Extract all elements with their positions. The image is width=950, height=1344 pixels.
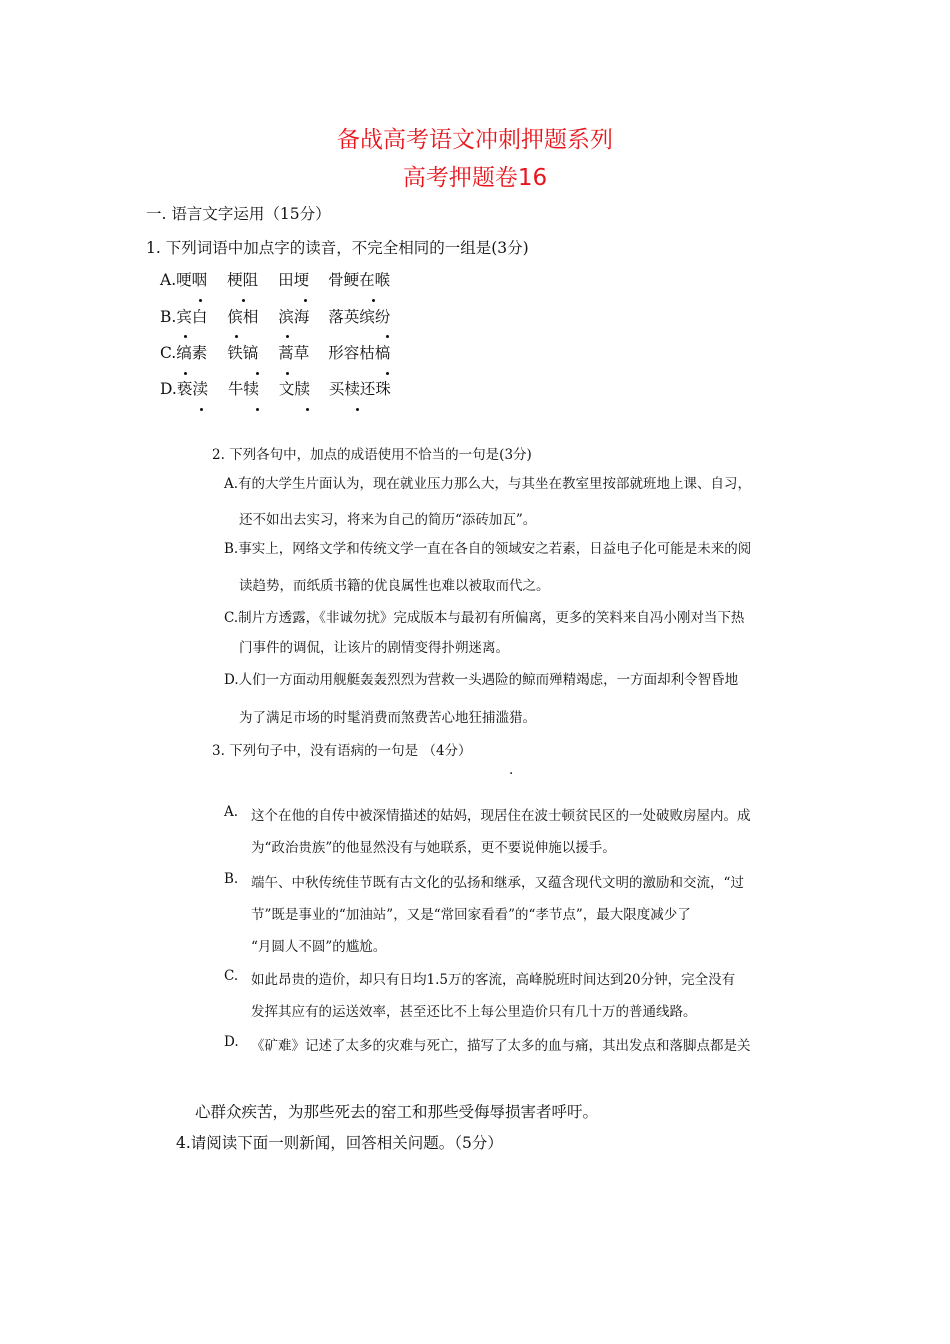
emphasis-dot	[372, 299, 375, 302]
option-word: 落英缤纷	[328, 308, 391, 326]
option-word: 蒿草	[278, 344, 310, 362]
question-2-option-b: B.事实上，网络文学和传统文学一直在各自的领域安之若素，日益电子化可能是未来的阅	[224, 541, 752, 557]
emphasis-dot	[235, 335, 238, 338]
question-1-option-c	[160, 341, 390, 363]
option-word: 滨海	[278, 308, 310, 326]
question-2-stem: 2. 下列各句中，加点的成语使用不恰当的一句是(3分)	[212, 447, 532, 463]
question-3-option-b: 端午、中秋传统佳节既有古文化的弘扬和继承，又蕴含现代文明的激励和交流，“过	[251, 875, 744, 891]
option-letter: C.	[160, 344, 177, 362]
emphasis-dot	[184, 335, 187, 338]
document-title: 备战高考语文冲刺押题系列	[337, 127, 613, 153]
option-word: 骨鲠在喉	[328, 271, 391, 289]
option-word: 梗阻	[227, 271, 259, 289]
option-word: 买椟还珠	[328, 380, 391, 398]
question-2-option-a: A.有的大学生片面认为，现在就业压力那么大，与其坐在教室里按部就班地上课、自习，	[224, 476, 752, 492]
question-1-option-b	[160, 305, 390, 327]
question-2-option-c: C.制片方透露，《非诚勿扰》完成版本与最初有所偏离，更多的笑料来自冯小刚对当下热	[224, 610, 745, 626]
emphasis-dot	[386, 372, 389, 375]
question-3-option-a-letter: A.	[224, 804, 239, 820]
option-word: 牛犊	[227, 380, 259, 398]
question-2-option-d-cont: 为了满足市场的时髦消费而煞费苦心地狂捕滥猎。	[239, 710, 536, 726]
question-3-stem: 3. 下列句子中，没有语病的一句是 （4分）	[212, 743, 472, 759]
question-4-stem: 4.请阅读下面一则新闻，回答相关问题。（5分）	[176, 1134, 503, 1152]
question-3-option-d: 《矿难》记述了太多的灾难与死亡，描写了太多的血与痛，其出发点和落脚点都是关	[251, 1038, 751, 1054]
emphasis-dot	[242, 299, 245, 302]
question-1-option-d	[160, 377, 391, 399]
option-letter: A.	[160, 271, 177, 289]
question-1-option-a	[160, 268, 390, 290]
question-3-option-a: 这个在他的自传中被深情描述的姑妈，现居住在波士顿贫民区的一处破败房屋内。成	[251, 808, 751, 824]
question-3-option-d-letter: D.	[224, 1034, 239, 1050]
question-3-option-a-cont: 为“政治贵族”的他显然没有与她联系，更不要说伸施以援手。	[251, 840, 616, 856]
option-word: 铁镐	[227, 344, 259, 362]
option-word: 宾白	[176, 308, 208, 326]
emphasis-dot	[356, 408, 359, 411]
question-2-option-b-cont: 读趋势，而纸质书籍的优良属性也难以被取而代之。	[239, 578, 550, 594]
question-3-option-c: 如此昂贵的造价，却只有日均1.5万的客流，高峰脱班时间达到20分钟，完全没有	[251, 972, 736, 988]
emphasis-dot	[304, 299, 307, 302]
question-3-option-c-cont: 发挥其应有的运送效率，甚至还比不上每公里造价只有几十万的普通线路。	[251, 1004, 697, 1020]
option-word: 傧相	[227, 308, 259, 326]
question-3-option-b-cont2: “月圆人不圆”的尴尬。	[251, 939, 387, 955]
question-2-option-d: D.人们一方面动用舰艇轰轰烈烈为营救一头遇险的鲸而殚精竭虑，一方面却利令智昏地	[224, 672, 739, 688]
emphasis-dot	[256, 372, 259, 375]
emphasis-dot	[286, 372, 289, 375]
option-word: 哽咽	[176, 271, 208, 289]
question-1-stem: 1. 下列词语中加点字的读音，不完全相同的一组是(3分)	[146, 239, 529, 257]
question-3-option-d-cont: 心群众疾苦，为那些死去的窑工和那些受侮辱损害者呼吁。	[195, 1103, 599, 1121]
question-3-option-b-cont: 节”既是事业的“加油站”，又是“常回家看看”的“孝节点”，最大限度减少了	[251, 907, 691, 923]
emphasis-dot	[286, 335, 289, 338]
emphasis-dot	[200, 408, 203, 411]
emphasis-dot	[199, 299, 202, 302]
emphasis-dot	[306, 408, 309, 411]
option-word: 文牍	[278, 380, 310, 398]
option-word: 田埂	[278, 271, 310, 289]
option-letter: D.	[160, 380, 177, 398]
emphasis-dot	[256, 408, 259, 411]
question-2-option-a-cont: 还不如出去实习，将来为自己的简历“添砖加瓦”。	[239, 512, 537, 528]
question-2-option-c-cont: 门事件的调侃，让该片的剧情变得扑朔迷离。	[239, 640, 509, 656]
question-3-option-b-letter: B.	[224, 871, 239, 887]
option-word: 亵渎	[176, 380, 208, 398]
document-subtitle: 高考押题卷16	[402, 165, 548, 191]
option-word: 缟素	[176, 344, 208, 362]
question-3-option-c-letter: C.	[224, 968, 239, 984]
emphasis-dot	[184, 372, 187, 375]
option-letter: B.	[160, 308, 177, 326]
emphasis-dot	[386, 335, 389, 338]
stray-dot: ·	[509, 766, 514, 782]
section-heading: 一. 语言文字运用（15分）	[146, 205, 331, 223]
option-word: 形容枯槁	[328, 344, 391, 362]
